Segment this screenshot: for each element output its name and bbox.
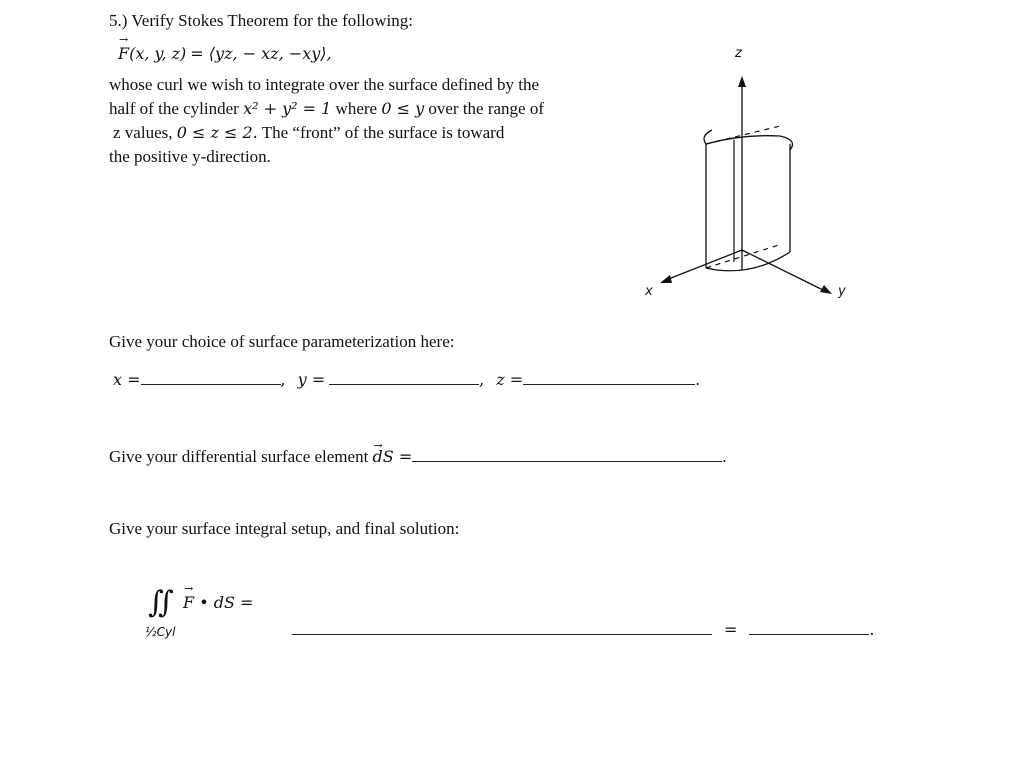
parameterization-row: x = , y = , z = . bbox=[113, 370, 701, 389]
line2-text-b: where bbox=[335, 99, 378, 118]
line3-text-b: The “front” of the surface is toward bbox=[261, 123, 505, 142]
field-rhs: = ⟨yz, − xz, −xy⟩, bbox=[190, 44, 332, 63]
surface-element-text: Give your differential surface element bbox=[109, 447, 369, 466]
z-axis-label: z bbox=[735, 46, 742, 61]
z-answer-blank[interactable] bbox=[523, 370, 695, 385]
dS-answer-blank[interactable] bbox=[412, 447, 722, 462]
double-integral-sign: ∬ bbox=[148, 585, 174, 620]
problem-title: Verify Stokes Theorem for the following: bbox=[131, 11, 413, 30]
problem-heading bbox=[109, 9, 413, 33]
question-parameterization: Give your choice of surface parameterization here: bbox=[109, 332, 455, 351]
problem-number: 5.) bbox=[109, 11, 128, 30]
integral-region-subscript: ½Cyl bbox=[145, 625, 176, 639]
half-cylinder-diagram bbox=[630, 40, 860, 310]
z-range: 0 ≤ z ≤ 2. bbox=[176, 123, 258, 142]
cylinder-equation: x² + y² = 1 bbox=[243, 99, 332, 118]
z-axis-arrowhead bbox=[738, 76, 746, 87]
cylinder-top-dashed bbox=[706, 126, 780, 144]
problem-line-1: whose curl we wish to integrate over the surface defined by the bbox=[109, 75, 540, 94]
y-axis-label: y bbox=[838, 284, 846, 299]
question-integral-setup: Give your surface integral setup, and final solution: bbox=[109, 519, 460, 538]
integral-answer-row: = . bbox=[292, 620, 875, 640]
x-answer-blank[interactable] bbox=[141, 370, 281, 385]
dS-label: → dS = bbox=[373, 445, 413, 469]
x-axis-label: x bbox=[645, 284, 653, 299]
x-axis bbox=[666, 250, 742, 280]
problem-line-2 bbox=[109, 97, 544, 121]
line3-text-a: z values, bbox=[113, 123, 173, 142]
y-condition: 0 ≤ y bbox=[381, 99, 425, 118]
equals-sign: = bbox=[724, 620, 738, 639]
integrand-text: → F • dS = bbox=[183, 593, 253, 612]
problem-line-3 bbox=[113, 121, 504, 145]
integral-setup-blank[interactable] bbox=[292, 620, 712, 635]
line2-text-a: half of the cylinder bbox=[109, 99, 239, 118]
line2-text-c: over the range of bbox=[428, 99, 545, 118]
x-equals-label: x = bbox=[113, 370, 141, 389]
y-axis-arrowhead bbox=[820, 285, 832, 294]
integrand bbox=[183, 593, 253, 613]
vector-field-definition bbox=[118, 44, 332, 64]
x-axis-arrowhead bbox=[660, 275, 672, 283]
y-equals-label: y = bbox=[297, 370, 326, 389]
final-solution-blank[interactable] bbox=[749, 620, 869, 635]
field-lhs: → F(x, y, z) bbox=[118, 44, 186, 63]
question-surface-element: Give your differential surface element → dS = . bbox=[109, 445, 727, 469]
problem-line-4: the positive y-direction. bbox=[109, 147, 271, 166]
z-equals-label: z = bbox=[496, 370, 524, 389]
y-answer-blank[interactable] bbox=[329, 370, 479, 385]
cylinder-top-arc bbox=[706, 136, 792, 150]
